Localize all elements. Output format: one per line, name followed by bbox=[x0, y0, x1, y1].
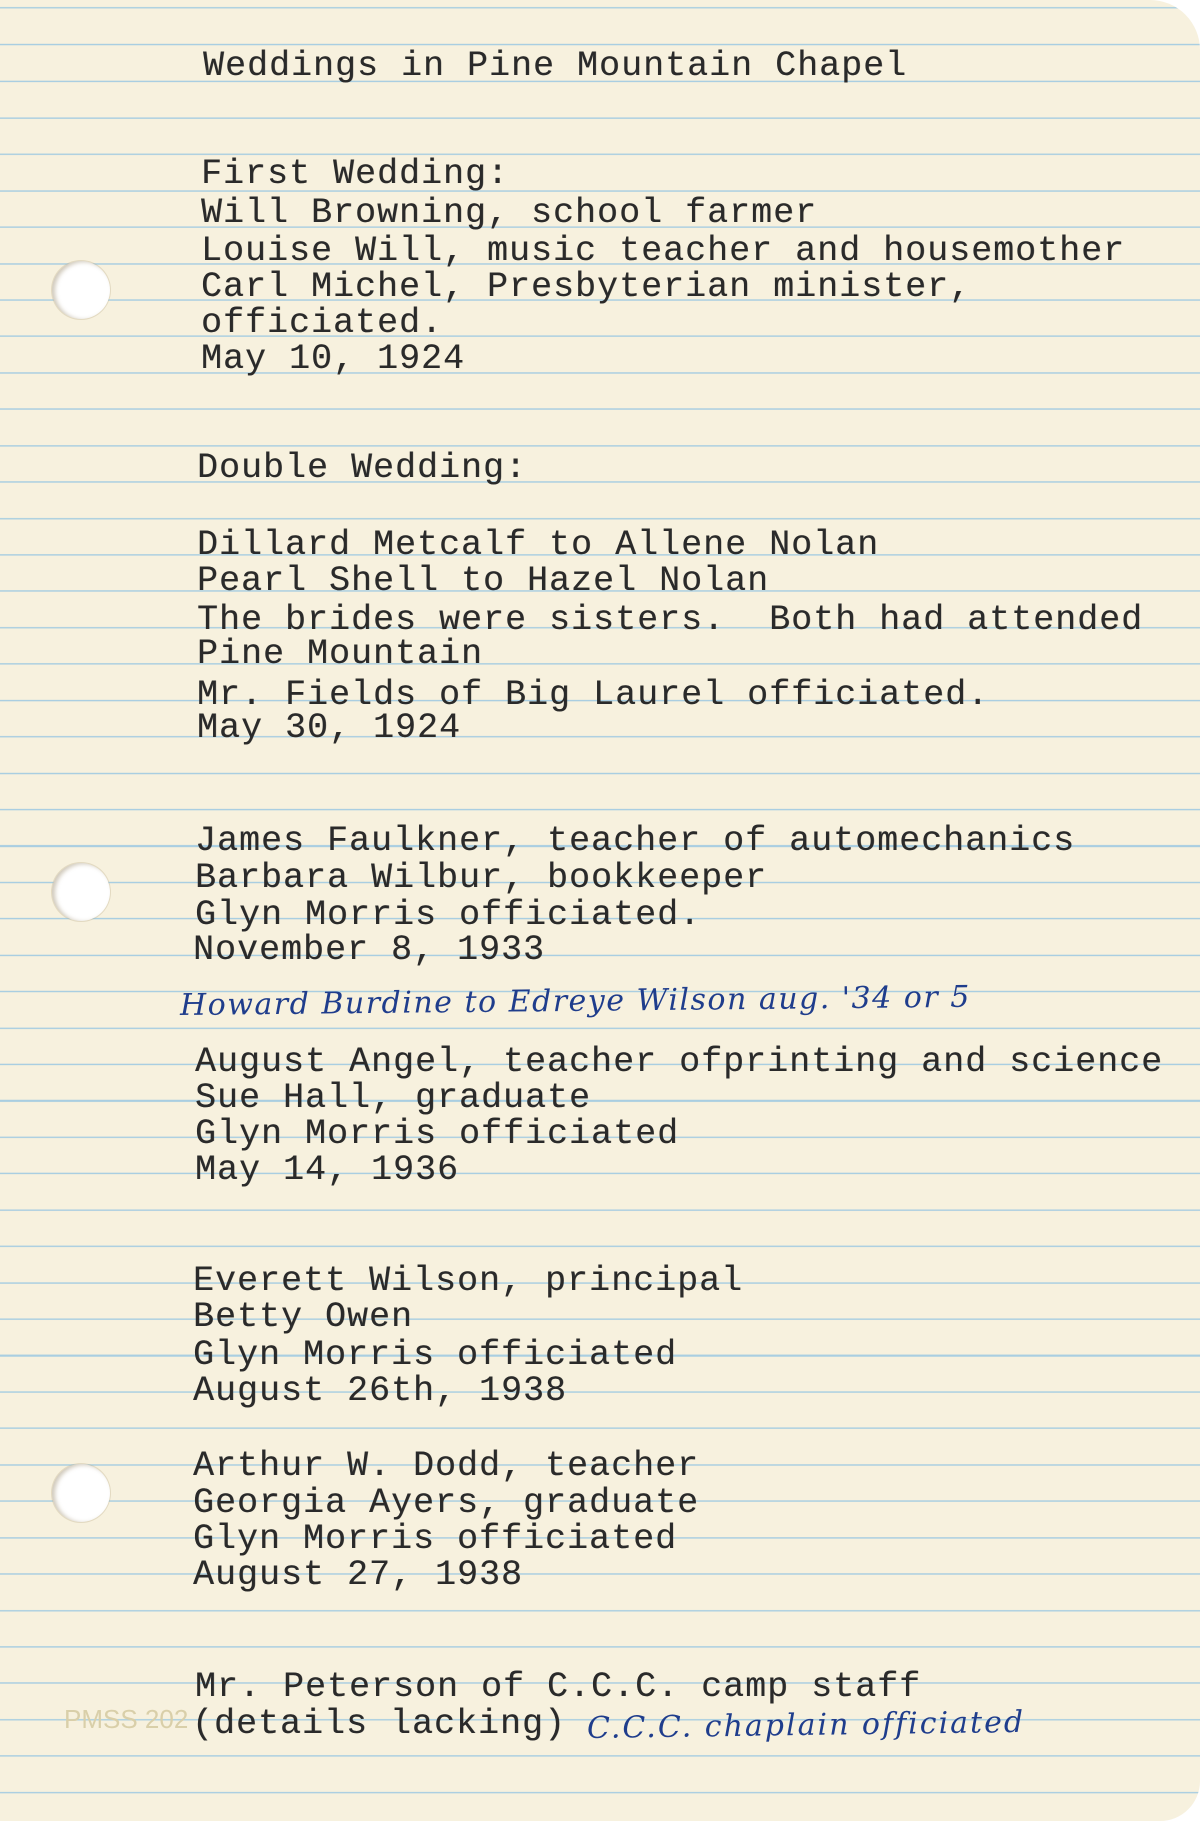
punch-hole bbox=[52, 863, 110, 921]
entry-line: Sue Hall, graduate bbox=[195, 1078, 592, 1118]
entry-date: August 27, 1938 bbox=[193, 1555, 524, 1595]
entry-line: Carl Michel, Presbyterian minister, bbox=[201, 267, 972, 307]
entry-date: May 14, 1936 bbox=[195, 1150, 460, 1190]
entry-line: Mr. Fields of Big Laurel officiated. bbox=[197, 675, 990, 715]
entry-line: Glyn Morris officiated bbox=[193, 1519, 678, 1559]
entry-line: Glyn Morris officiated bbox=[193, 1335, 678, 1375]
entry-line: Georgia Ayers, graduate bbox=[193, 1483, 700, 1523]
entry-heading: Double Wedding: bbox=[197, 448, 528, 488]
entry-date: November 8, 1933 bbox=[193, 930, 546, 970]
entry-line: August Angel, teacher ofprinting and science bbox=[195, 1042, 1164, 1082]
entry-line: Louise Will, music teacher and housemother bbox=[201, 231, 1126, 271]
entry-line: Mr. Peterson of C.C.C. camp staff bbox=[195, 1667, 922, 1707]
watermark: PMSS 202 bbox=[64, 1704, 189, 1734]
entry-line: Betty Owen bbox=[193, 1297, 414, 1337]
entry-line: Glyn Morris officiated. bbox=[195, 895, 702, 935]
handwritten-note: C.C.C. chaplain officiated bbox=[586, 1704, 1026, 1746]
entry-line: The brides were sisters. Both had attended bbox=[197, 600, 1144, 640]
entry-date: May 10, 1924 bbox=[201, 339, 466, 379]
punch-hole bbox=[52, 261, 110, 319]
entry-line: James Faulkner, teacher of automechanics bbox=[195, 821, 1076, 861]
entry-date: August 26th, 1938 bbox=[193, 1371, 568, 1411]
entry-line: Pine Mountain bbox=[197, 634, 484, 674]
entry-date: May 30, 1924 bbox=[197, 708, 462, 748]
entry-heading: First Wedding: bbox=[201, 154, 510, 194]
punch-hole bbox=[52, 1464, 110, 1522]
entry-line: officiated. bbox=[201, 303, 444, 343]
entry-line: Pearl Shell to Hazel Nolan bbox=[197, 561, 770, 601]
page-title: Weddings in Pine Mountain Chapel bbox=[203, 46, 908, 86]
handwritten-note: Howard Burdine to Edreye Wilson aug. '34 or 5 bbox=[179, 979, 971, 1023]
entry-line: Barbara Wilbur, bookkeeper bbox=[195, 858, 768, 898]
entry-line: Glyn Morris officiated bbox=[195, 1114, 680, 1154]
entry-line: (details lacking) bbox=[192, 1704, 567, 1744]
entry-line: Everett Wilson, principal bbox=[193, 1261, 744, 1301]
entry-line: Arthur W. Dodd, teacher bbox=[193, 1446, 700, 1486]
entry-line: Will Browning, school farmer bbox=[201, 193, 818, 233]
entry-line: Dillard Metcalf to Allene Nolan bbox=[197, 525, 880, 565]
